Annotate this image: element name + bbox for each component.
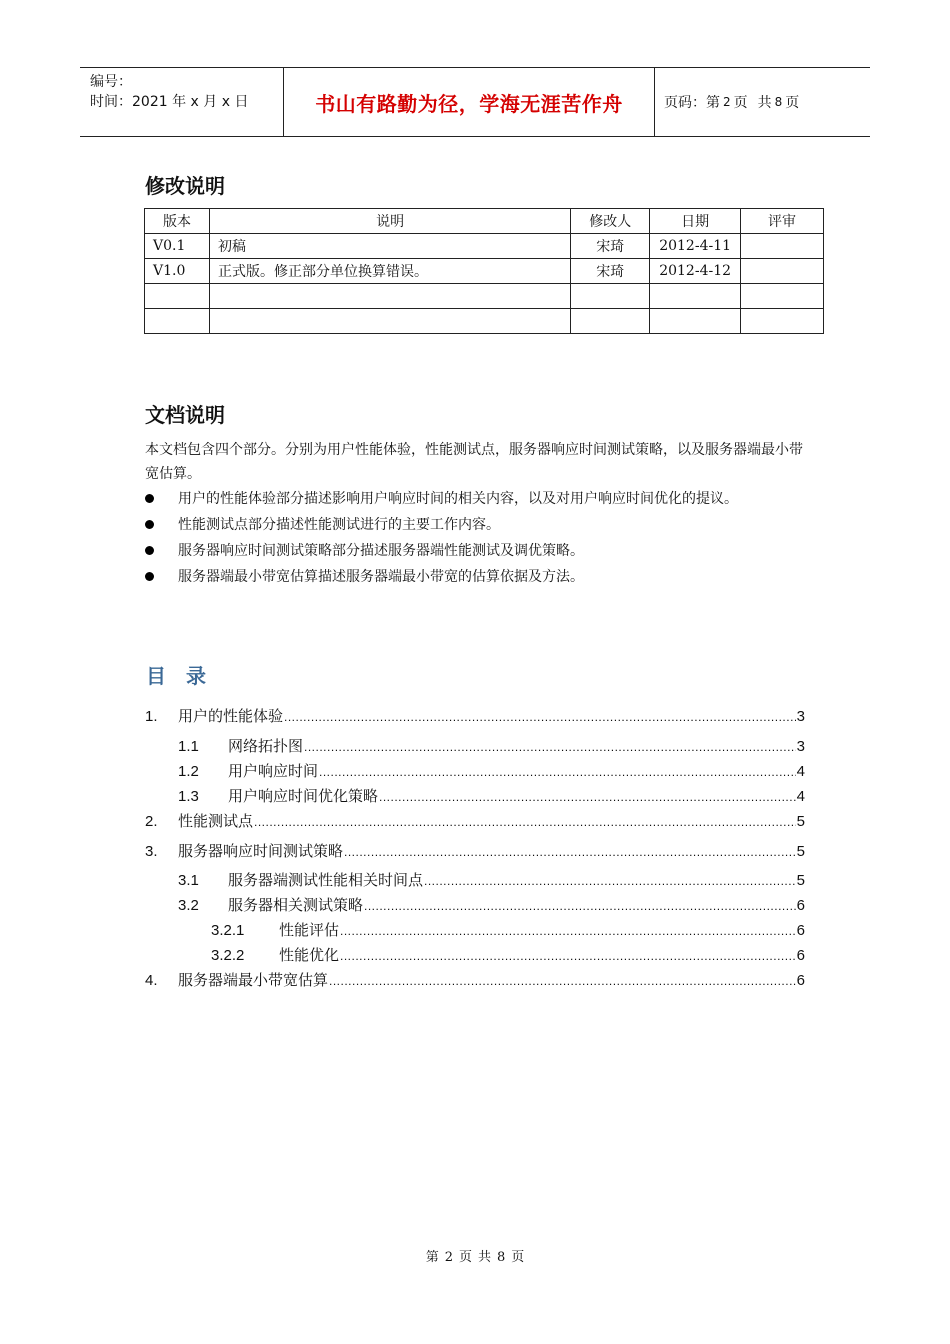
toc-entry[interactable] bbox=[145, 810, 805, 831]
header-motto-cell bbox=[283, 68, 655, 136]
toc-entry-text: 性能测试点 bbox=[178, 812, 254, 830]
toc-entry[interactable] bbox=[211, 919, 805, 940]
toc-entry-page: 3 bbox=[796, 738, 805, 755]
footer-total: 8 bbox=[497, 1250, 506, 1265]
col-date: 日期 bbox=[650, 209, 741, 234]
toc-entry[interactable] bbox=[145, 840, 805, 861]
toc-entry-number: 2. bbox=[145, 813, 158, 830]
col-description: 说明 bbox=[209, 209, 570, 234]
toc-entry-number: 3.2 bbox=[178, 897, 199, 914]
toc-entry-page: 4 bbox=[796, 763, 805, 780]
toc-entry-page: 5 bbox=[796, 813, 805, 830]
header-number-label: 编号： bbox=[90, 74, 132, 90]
cell-review bbox=[741, 284, 824, 309]
cell-review bbox=[741, 259, 824, 284]
header-page-current: 2 bbox=[723, 95, 731, 109]
doc-desc-intro: 本文档包含四个部分。分别为用户性能体验，性能测试点，服务器响应时间测试策略，以及服务器端最小带宽估算。 bbox=[145, 442, 803, 482]
cell-version: V1.0 bbox=[145, 259, 210, 284]
page-header bbox=[80, 67, 870, 137]
footer-c: 共 bbox=[478, 1250, 492, 1265]
toc-title bbox=[146, 660, 206, 689]
toc-leader bbox=[364, 899, 796, 913]
toc-leader bbox=[379, 790, 796, 804]
toc-entry[interactable] bbox=[178, 735, 805, 756]
cell-date: 2012-4-12 bbox=[650, 259, 741, 284]
table-row bbox=[145, 234, 824, 259]
toc-entry-text: 性能优化 bbox=[279, 946, 340, 964]
toc-entry-number: 1.2 bbox=[178, 763, 199, 780]
toc-entry-number: 4. bbox=[145, 972, 158, 989]
toc-entry-text: 服务器端最小带宽估算 bbox=[178, 971, 329, 989]
bullet-text: 用户的性能体验部分描述影响用户响应时间的相关内容，以及对用户响应时间优化的提议。 bbox=[178, 491, 738, 507]
bullet-icon bbox=[145, 520, 154, 529]
toc-leader bbox=[284, 710, 796, 724]
header-page-prefix: 页码：第 bbox=[664, 95, 720, 111]
bullet-text: 服务器端最小带宽估算描述服务器端最小带宽的估算依据及方法。 bbox=[178, 569, 584, 585]
toc-entry-text: 服务器相关测试策略 bbox=[228, 896, 364, 914]
cell-date bbox=[650, 284, 741, 309]
toc-leader bbox=[329, 974, 796, 988]
cell-description: 正式版。修正部分单位换算错误。 bbox=[209, 259, 570, 284]
toc-title-b: 录 bbox=[186, 664, 206, 688]
bullet-icon bbox=[145, 572, 154, 581]
revision-title: 修改说明 bbox=[145, 174, 225, 198]
table-row bbox=[145, 259, 824, 284]
bullet-icon bbox=[145, 494, 154, 503]
footer-d: 页 bbox=[511, 1250, 525, 1265]
cell-date: 2012-4-11 bbox=[650, 234, 741, 259]
table-row bbox=[145, 284, 824, 309]
footer-a: 第 bbox=[425, 1250, 439, 1265]
header-page-info bbox=[664, 68, 799, 136]
toc-entry-number: 1.3 bbox=[178, 788, 199, 805]
col-author: 修改人 bbox=[571, 209, 650, 234]
cell-version: V0.1 bbox=[145, 234, 210, 259]
toc-leader bbox=[319, 765, 796, 779]
header-motto: 书山有路勤为径，学海无涯苦作舟 bbox=[315, 91, 623, 116]
toc-entry-page: 5 bbox=[796, 872, 805, 889]
toc-entry-page: 3 bbox=[796, 708, 805, 725]
header-page-total-prefix: 共 bbox=[757, 95, 772, 111]
toc-leader bbox=[340, 924, 796, 938]
cell-description: 初稿 bbox=[209, 234, 570, 259]
header-page-unit: 页 bbox=[733, 95, 748, 111]
bullet-icon bbox=[145, 546, 154, 555]
cell-author bbox=[571, 284, 650, 309]
bullet-text: 服务器响应时间测试策略部分描述服务器端性能测试及调优策略。 bbox=[178, 543, 584, 559]
footer-current: 2 bbox=[444, 1250, 453, 1265]
header-meta bbox=[90, 72, 280, 112]
toc-entry-number: 3.2.2 bbox=[211, 947, 245, 964]
toc-entry[interactable] bbox=[178, 869, 805, 890]
toc-entry-number: 3. bbox=[145, 843, 158, 860]
revision-header-row bbox=[145, 209, 824, 234]
toc-leader bbox=[424, 874, 796, 888]
cell-author: 宋琦 bbox=[571, 234, 650, 259]
toc-entry-page: 6 bbox=[796, 897, 805, 914]
toc-entry-text: 用户响应时间优化策略 bbox=[228, 787, 379, 805]
doc-desc-bullets bbox=[145, 486, 810, 590]
cell-description bbox=[209, 309, 570, 334]
cell-review bbox=[741, 234, 824, 259]
header-page-total: 8 bbox=[774, 95, 783, 109]
toc-entry[interactable] bbox=[178, 894, 805, 915]
toc-leader bbox=[304, 740, 796, 754]
list-item bbox=[145, 486, 810, 512]
toc-entry-page: 4 bbox=[796, 788, 805, 805]
toc-entry-page: 6 bbox=[796, 922, 805, 939]
toc-entry-text: 用户的性能体验 bbox=[178, 707, 284, 725]
cell-author bbox=[571, 309, 650, 334]
cell-date bbox=[650, 309, 741, 334]
toc-entry-number: 1.1 bbox=[178, 738, 199, 755]
page-footer bbox=[0, 1246, 950, 1265]
header-time-label: 时间：2021 年 x 月 x 日 bbox=[90, 94, 249, 110]
toc-entry-number: 3.1 bbox=[178, 872, 199, 889]
cell-version bbox=[145, 284, 210, 309]
toc-leader bbox=[254, 815, 796, 829]
toc-entry[interactable] bbox=[211, 944, 805, 965]
toc-entry[interactable] bbox=[145, 969, 805, 990]
list-item bbox=[145, 564, 810, 590]
toc-leader bbox=[340, 949, 796, 963]
toc-entry-page: 6 bbox=[796, 972, 805, 989]
toc-title-a: 目 bbox=[146, 664, 166, 688]
footer-b: 页 bbox=[458, 1250, 472, 1265]
list-item bbox=[145, 538, 810, 564]
revision-table bbox=[144, 208, 824, 334]
toc-entry-text: 服务器端测试性能相关时间点 bbox=[228, 871, 424, 889]
toc-entry-page: 6 bbox=[796, 947, 805, 964]
toc-entry-text: 服务器响应时间测试策略 bbox=[178, 842, 344, 860]
toc-entry-page: 5 bbox=[796, 843, 805, 860]
cell-version bbox=[145, 309, 210, 334]
cell-description bbox=[209, 284, 570, 309]
toc-entry[interactable] bbox=[145, 705, 805, 726]
cell-author: 宋琦 bbox=[571, 259, 650, 284]
list-item bbox=[145, 512, 810, 538]
cell-review bbox=[741, 309, 824, 334]
header-page-total-unit: 页 bbox=[785, 95, 800, 111]
toc-entry[interactable] bbox=[178, 760, 805, 781]
toc-leader bbox=[344, 845, 796, 859]
toc-entry-text: 性能评估 bbox=[279, 921, 340, 939]
toc-entry-number: 1. bbox=[145, 708, 158, 725]
toc-entry[interactable] bbox=[178, 785, 805, 806]
toc-entry-text: 网络拓扑图 bbox=[228, 737, 304, 755]
table-row bbox=[145, 309, 824, 334]
doc-desc-title: 文档说明 bbox=[145, 403, 225, 427]
toc-entry-number: 3.2.1 bbox=[211, 922, 245, 939]
col-version: 版本 bbox=[145, 209, 210, 234]
bullet-text: 性能测试点部分描述性能测试进行的主要工作内容。 bbox=[178, 517, 500, 533]
col-review: 评审 bbox=[741, 209, 824, 234]
toc-entry-text: 用户响应时间 bbox=[228, 762, 319, 780]
